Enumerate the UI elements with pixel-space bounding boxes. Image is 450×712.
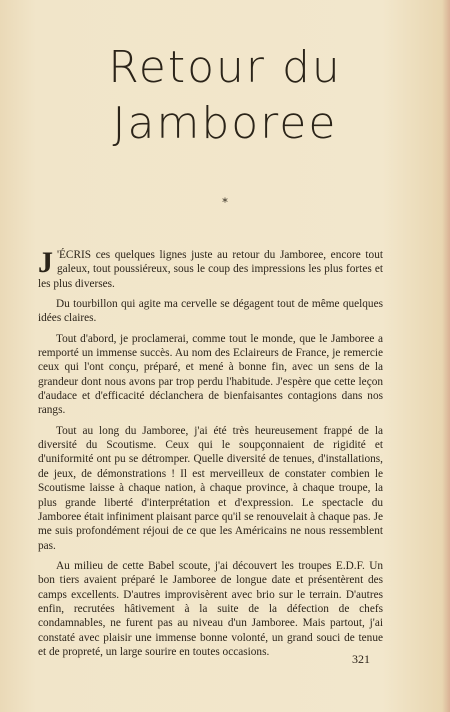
drop-cap: J	[38, 246, 53, 279]
small-caps-lead: 'ÉCRIS	[57, 249, 92, 261]
ornament-star: *	[222, 196, 228, 209]
article-body	[38, 248, 383, 665]
paragraph-1	[38, 248, 383, 291]
paragraph-1-text: ces quelques lignes juste au retour du Jamboree, encore tout galeux, tout poussiéreux, sous le coup des impressions les plus fortes et les plus diverses.	[38, 249, 383, 290]
page-number: 321	[352, 652, 370, 666]
title-line-2: Jamboree	[112, 98, 338, 149]
title-line-1: Retour du	[108, 42, 342, 93]
page-title	[0, 40, 450, 152]
paragraph-5: Au milieu de cette Babel scoute, j'ai découvert les troupes E.D.F. Un bon tiers avaient préparé le Jamboree de longue date et présentèrent des camps excellents. D'autres improvisèrent avec brio sur le terrain. D'autres enfin, recrutées hâtivement à la suite de la défection de chefs condamnables, ne furent pas au niveau d'un Jamboree. Mais partout, j'ai constaté avec plaisir une immense bonne volonté, un grand souci de tenue et de propreté, un large sourire en toutes occasions.	[38, 559, 383, 658]
paragraph-3: Tout d'abord, je proclamerai, comme tout le monde, que le Jamboree a remporté un immense succès. Au nom des Eclaireurs de France, je remercie ceux qui l'ont conçu, préparé, et mené à bonne fin, avec un sens de la grandeur dont nous avons par trop perdu l'habitude. J'espère que cette leçon d'audace et d'efficacité déclanchera de bienfaisantes contagions dans nos rangs.	[38, 332, 383, 417]
paragraph-2: Du tourbillon qui agite ma cervelle se dégagent tout de même quelques idées claires.	[38, 298, 383, 325]
paragraph-4: Tout au long du Jamboree, j'ai été très heureusement frappé de la diversité du Scoutisme. Ceux qui le soupçonnaient de rigidité et d'uniformité ont pu se détromper. Quelle diversité de tenues, d'installations, de jeux, de démonstrations ! Il est merveilleux de constater combien le Scoutisme laisse à chaque nation, à chaque province, à chaque troupe, la plus grande liberté d'interprétation et d'expression. Le spectacle du Jamboree était infiniment plaisant parce qu'il se renouvelait à chaque pas. Je me suis profondément réjoui de ce que les Américains ne nous ressemblent pas.	[38, 424, 383, 552]
